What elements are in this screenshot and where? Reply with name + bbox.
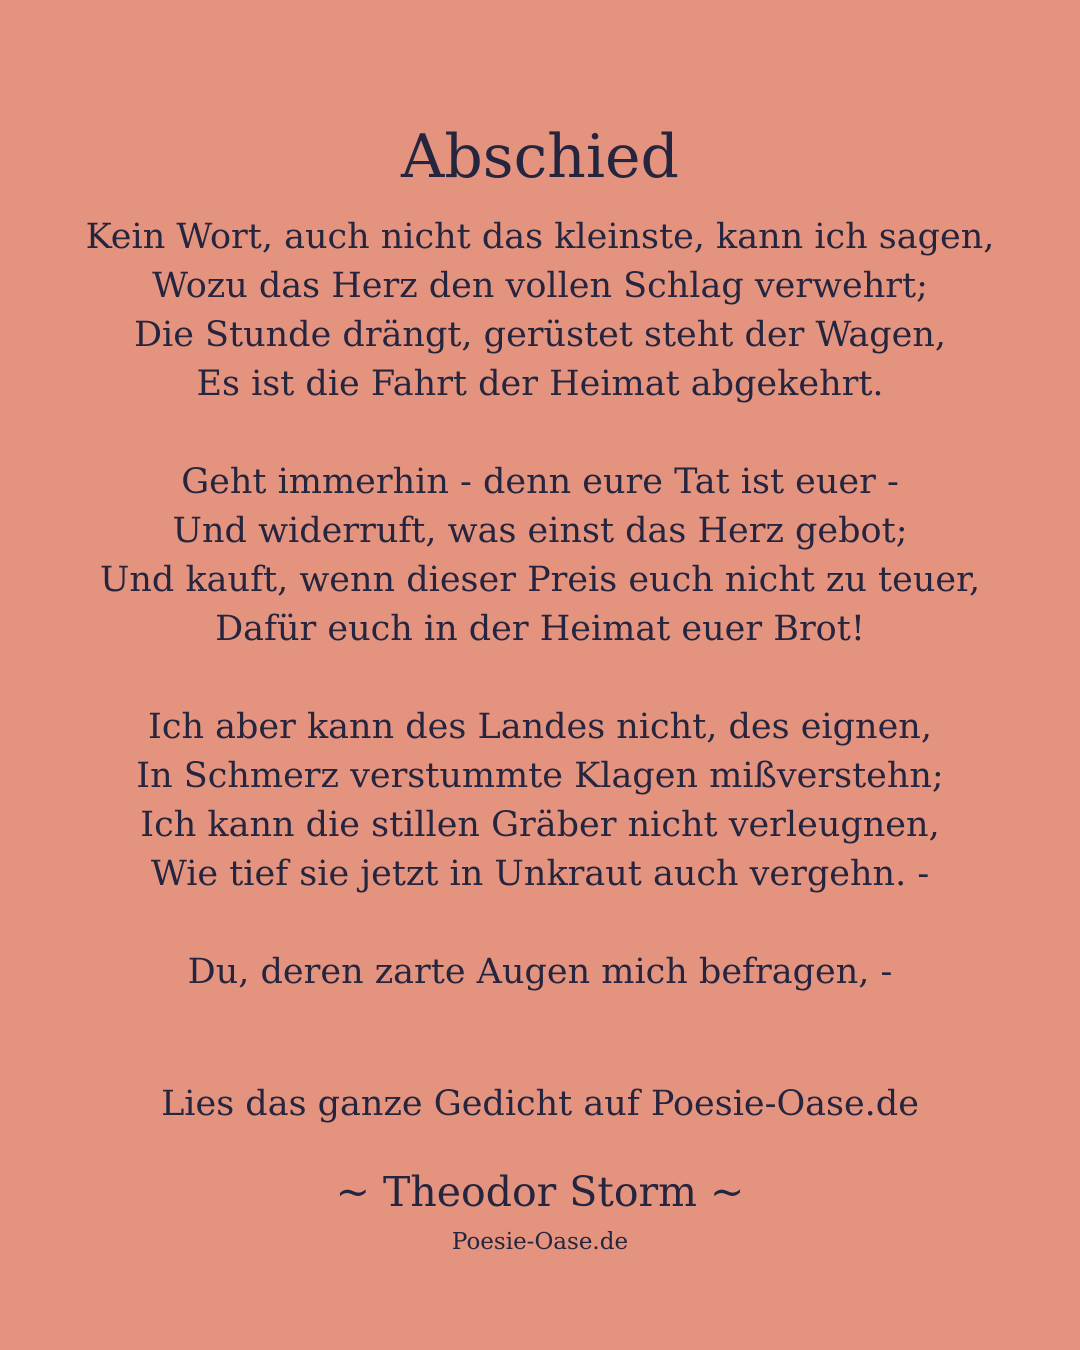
poem-line: Wie tief sie jetzt in Unkraut auch vergehn. - bbox=[150, 854, 930, 894]
stanza bbox=[0, 948, 1080, 997]
poem-line: Wozu das Herz den vollen Schlag verwehrt; bbox=[152, 266, 928, 306]
poem-line: Und widerruft, was einst das Herz gebot; bbox=[172, 511, 908, 551]
author-name: ~ Theodor Storm ~ bbox=[335, 1168, 745, 1216]
poem-line: Und kauft, wenn dieser Preis euch nicht zu teuer, bbox=[99, 560, 981, 600]
read-more-text: Lies das ganze Gedicht auf Poesie-Oase.de bbox=[161, 1084, 919, 1124]
poem-line: Du, deren zarte Augen mich befragen, - bbox=[187, 952, 893, 992]
stanza bbox=[0, 213, 1080, 409]
poem-body bbox=[0, 213, 1080, 1046]
site-name: Poesie-Oase.de bbox=[451, 1229, 629, 1255]
stanza bbox=[0, 703, 1080, 899]
poem-line: Es ist die Fahrt der Heimat abgekehrt. bbox=[196, 364, 884, 404]
poem-line: In Schmerz verstummte Klagen mißverstehn; bbox=[136, 756, 944, 796]
poem-line: Kein Wort, auch nicht das kleinste, kann ich sagen, bbox=[85, 217, 995, 257]
stanza bbox=[0, 458, 1080, 654]
poem-line: Dafür euch in der Heimat euer Brot! bbox=[215, 609, 865, 649]
poem-line: Die Stunde drängt, gerüstet steht der Wagen, bbox=[133, 315, 947, 355]
poem-line: Ich kann die stillen Gräber nicht verleugnen, bbox=[140, 805, 940, 845]
poem-line: Ich aber kann des Landes nicht, des eignen, bbox=[148, 707, 932, 747]
poem-title: Abschied bbox=[401, 122, 679, 192]
poem-line: Geht immerhin - denn eure Tat ist euer - bbox=[181, 462, 899, 502]
